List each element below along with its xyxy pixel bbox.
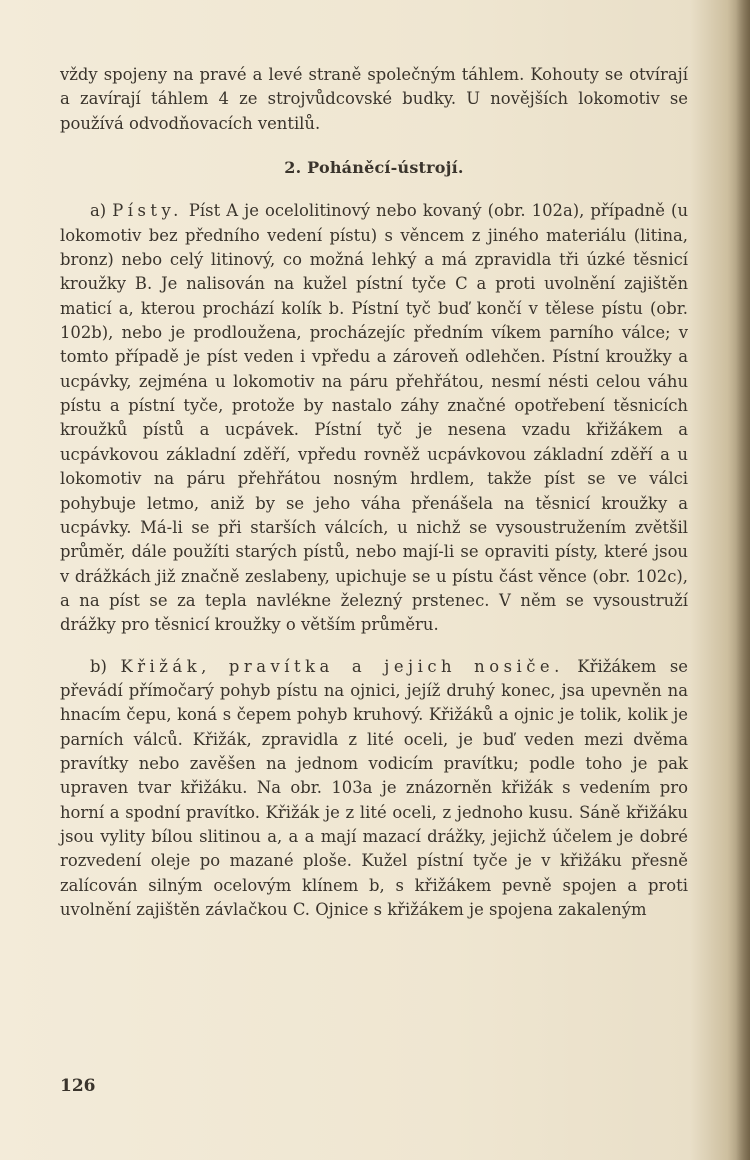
intro-paragraph: vždy spojeny na pravé a levé straně společným táhlem. Kohouty se otvírají a zavírají táhlem 4 ze strojvůdcovské budky. U novějších lokomotiv se používá odvodňovacích ventilů. <box>60 65 688 133</box>
paragraph-crosshead-body: Křižákem se převádí přímočarý pohyb pístu na ojnici, jejíž druhý konec, jsa upevněn na hnacím čepu, koná s čepem pohyb kruhový. Křižáků a ojnic je tolik, kolik je parních válců. Křižák, zpravidla z lité oceli, je buď veden mezi dvěma pravítky nebo zavěšen na jednom vodicím pravítku; podle toho je pak upraven tvar křižáku. Na obr. 103a je znázorněn křižák s vedením pro horní a spodní pravítko. Křižák je z lité oceli, z jednoho kusu. Sáně křižáku jsou vylity bílou slitinou a, a a mají mazací drážky, jejichž účelem je dobré rozvedení oleje po mazané ploše. Kužel pístní tyče je v křižáku přesně zalícován silným ocelovým klínem b, s křižákem pevně spojen a proti uvolnění zajištěn závlačkou C. Ojnice s křižákem je spojena zakaleným <box>60 656 688 919</box>
paragraph-pistons-prefix: a) <box>90 201 113 221</box>
paragraph-crosshead-term: Křižák, pravítka a jejich nosiče. <box>120 656 564 676</box>
paragraph-crosshead <box>60 655 688 923</box>
paragraph-pistons-term: Písty. <box>112 201 183 221</box>
paragraph-pistons <box>60 199 688 637</box>
page-edge-shadow <box>736 0 750 1160</box>
body-text <box>60 63 688 922</box>
paragraph-crosshead-prefix: b) <box>90 656 121 676</box>
page-number: 126 <box>60 1076 96 1096</box>
paragraph-pistons-body: Píst A je ocelolitinový nebo kovaný (obr. 102a), případně (u lokomotiv bez předního vedení pístu) s věncem z jiného materiálu (litina, bronz) nebo celý litinový, co možná lehký a má zpravidla tři úzké těsnicí kroužky B. Je nalisován na kužel pístní tyče C a proti uvolnění zajištěn maticí a, kterou prochází kolík b. Pístní tyč buď končí v tělese pístu (obr. 102b), nebo je prodloužena, procházejíc předním víkem parního válce; v tomto případě je píst veden i vpředu a zároveň odlehčen. Pístní kroužky a ucpávky, zejména u lokomotiv na páru přehřátou, nesmí nésti celou váhu pístu a pístní tyče, protože by nastalo záhy značné opotřebení těsnicích kroužků pístů a ucpávek. Pístní tyč je nesena vzadu křižákem a ucpávkovou základní zděří, vpředu rovněž ucpávkovou základní zděří a u lokomotiv na páru přehřátou nosným hrdlem, takže píst se ve válci pohybuje letmo, aniž by se jeho váha přenášela na těsnicí kroužky a ucpávky. Má-li se při starších válcích, u nichž se vysoustružením zvětšil průměr, dále použíti starých pístů, nebo mají-li se opraviti písty, které jsou v drážkách již značně zeslabeny, upichuje se u pístu část věnce (obr. 102c), a na píst se za tepla navlékne železný prstenec. V něm se vysoustruží drážky pro těsnicí kroužky o větším průměru. <box>60 201 688 635</box>
section-heading: 2. Poháněcí-ústrojí. <box>284 158 464 178</box>
